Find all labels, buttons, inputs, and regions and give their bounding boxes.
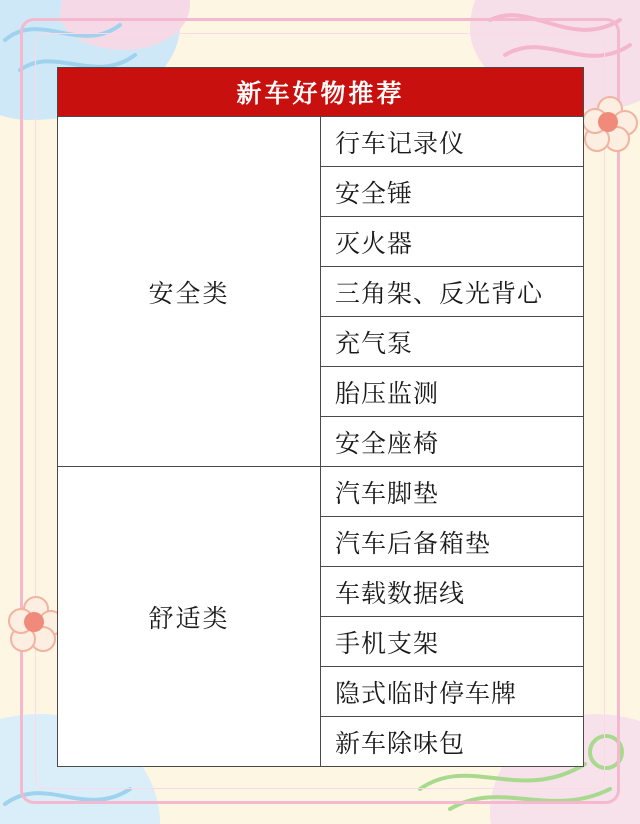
table-row: 汽车后备箱垫 xyxy=(321,517,584,567)
table-row: 安全座椅 xyxy=(321,417,584,467)
table-title-row xyxy=(58,68,584,117)
table-row: 新车除味包 xyxy=(321,717,584,767)
flower-icon xyxy=(8,596,64,652)
recommendation-table xyxy=(57,67,584,767)
table-row: 行车记录仪 xyxy=(321,117,584,167)
table-row: 胎压监测 xyxy=(321,367,584,417)
table-row xyxy=(58,117,584,167)
table-row xyxy=(58,467,584,517)
table-row: 灭火器 xyxy=(321,217,584,267)
category-label-comfort: 舒适类 xyxy=(58,467,321,767)
table-row: 车载数据线 xyxy=(321,567,584,617)
category-label-safety: 安全类 xyxy=(58,117,321,467)
table-row: 三角架、反光背心 xyxy=(321,267,584,317)
page-title: 新车好物推荐 xyxy=(58,68,584,117)
table-row: 安全锤 xyxy=(321,167,584,217)
table-row: 汽车脚垫 xyxy=(321,467,584,517)
recommendation-table-wrapper xyxy=(57,67,584,767)
table-row: 手机支架 xyxy=(321,617,584,667)
table-row: 隐式临时停车牌 xyxy=(321,667,584,717)
table-row: 充气泵 xyxy=(321,317,584,367)
flower-icon xyxy=(582,96,638,152)
